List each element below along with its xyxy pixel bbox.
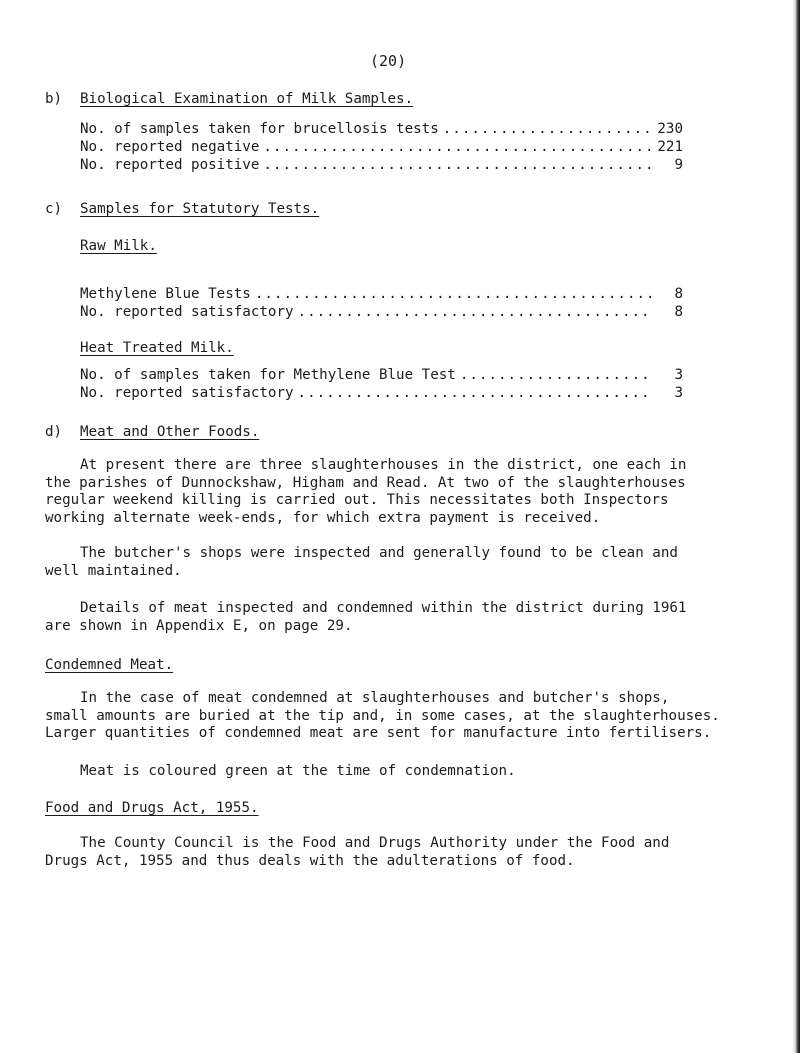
section-b-marker: b) — [45, 91, 63, 107]
leader-dots — [263, 156, 651, 174]
text-line: regular weekend killing is carried out. This necessitates both Inspectors — [45, 492, 669, 508]
text-line: The County Council is the Food and Drugs Authority under the Food and — [80, 835, 670, 851]
slaughterhouse-paragraph — [45, 457, 735, 527]
text-line: working alternate week-ends, for which extra payment is received. — [45, 509, 601, 526]
row-value: 221 — [657, 139, 683, 155]
leader-dots — [255, 285, 651, 303]
coloured-paragraph — [45, 763, 735, 781]
row-label: No. reported positive — [80, 157, 260, 173]
section-c-marker: c) — [45, 201, 63, 217]
heat-samples-row — [80, 366, 683, 384]
text-line: are shown in Appendix E, on page 29. — [45, 617, 353, 634]
row-value: 9 — [674, 157, 683, 173]
section-b-title: Biological Examination of Milk Samples. — [80, 91, 414, 107]
condemned-meat-heading: Condemned Meat. — [45, 657, 174, 673]
row-value: 8 — [674, 286, 683, 302]
leader-dots — [298, 303, 651, 321]
row-label: No. reported satisfactory — [80, 385, 294, 401]
heat-satisfactory-row — [80, 384, 683, 402]
text-line: the parishes of Dunnockshaw, Higham and Read. At two of the slaughterhouses — [45, 474, 686, 491]
food-drugs-act-heading: Food and Drugs Act, 1955. — [45, 800, 259, 816]
text-line: small amounts are buried at the tip and, in some cases, at the slaughterhouses. — [45, 707, 720, 724]
row-label: No. of samples taken for brucellosis tests — [80, 121, 439, 137]
leader-dots — [443, 120, 651, 138]
section-c-title: Samples for Statutory Tests. — [80, 201, 320, 217]
leader-dots — [460, 366, 651, 384]
methylene-row — [80, 285, 683, 303]
text-line: well maintained. — [45, 562, 182, 579]
row-value: 8 — [674, 304, 683, 320]
text-line: In the case of meat condemned at slaughterhouses and butcher's shops, — [80, 690, 670, 706]
row-label: No. reported negative — [80, 139, 260, 155]
raw-milk-heading: Raw Milk. — [80, 238, 157, 254]
county-council-paragraph — [45, 835, 735, 870]
row-value: 3 — [674, 367, 683, 383]
section-d-title: Meat and Other Foods. — [80, 424, 260, 440]
condemned-paragraph — [45, 690, 735, 743]
row-value: 3 — [674, 385, 683, 401]
leader-dots — [263, 138, 651, 156]
row-label: No. of samples taken for Methylene Blue Test — [80, 367, 456, 383]
details-paragraph — [45, 600, 735, 635]
heat-treated-heading: Heat Treated Milk. — [80, 340, 234, 356]
row-value: 230 — [657, 121, 683, 137]
section-d-marker: d) — [45, 424, 63, 440]
raw-satisfactory-row — [80, 303, 683, 321]
brucellosis-row — [80, 120, 683, 138]
page-number: (20) — [370, 52, 407, 70]
text-line: Drugs Act, 1955 and thus deals with the adulterations of food. — [45, 852, 575, 869]
leader-dots — [298, 384, 651, 402]
text-line: Larger quantities of condemned meat are sent for manufacture into fertilisers. — [45, 725, 712, 741]
negative-row — [80, 138, 683, 156]
scan-edge-shadow — [792, 0, 800, 1053]
text-line: Meat is coloured green at the time of condemnation. — [80, 763, 516, 779]
row-label: No. reported satisfactory — [80, 304, 294, 320]
butcher-paragraph — [45, 545, 735, 580]
row-label: Methylene Blue Tests — [80, 286, 251, 302]
text-line: The butcher's shops were inspected and generally found to be clean and — [80, 545, 678, 561]
text-line: Details of meat inspected and condemned within the district during 1961 — [80, 600, 687, 616]
positive-row — [80, 156, 683, 174]
text-line: At present there are three slaughterhouses in the district, one each in — [80, 457, 687, 473]
